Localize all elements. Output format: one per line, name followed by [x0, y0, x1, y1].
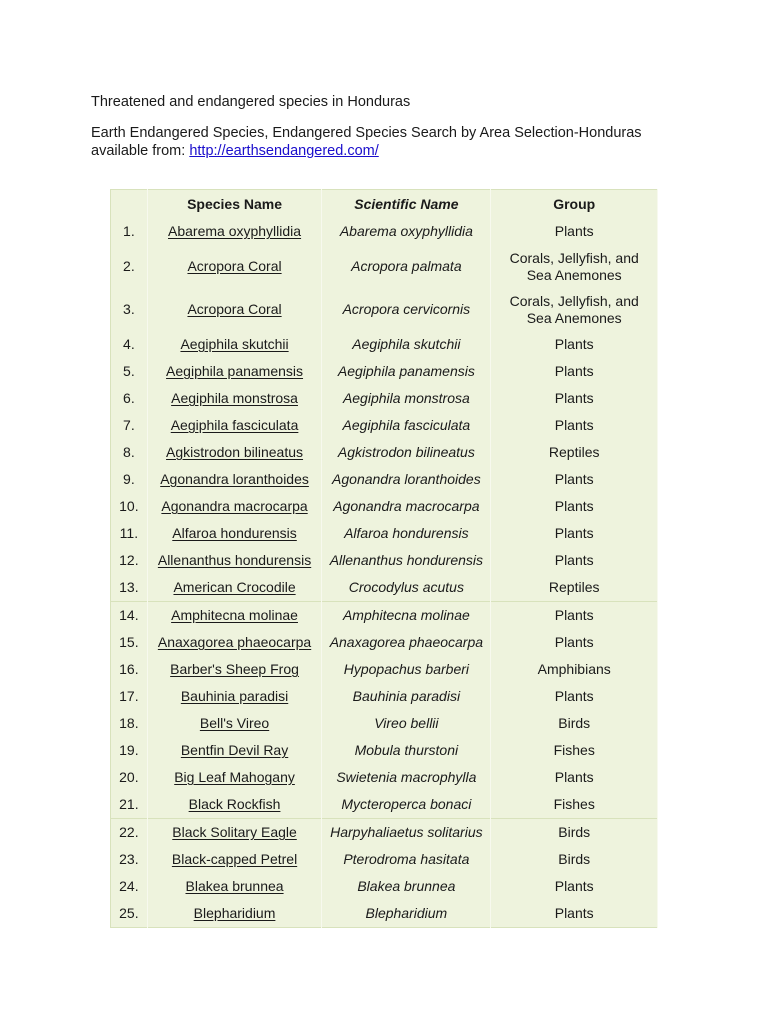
- row-number: 13.: [111, 574, 148, 602]
- species-table: [110, 189, 658, 928]
- row-number: 25.: [111, 900, 148, 928]
- table-row: [111, 656, 658, 683]
- group-cell: Birds: [491, 846, 658, 873]
- row-number: 24.: [111, 873, 148, 900]
- row-number: 21.: [111, 791, 148, 819]
- species-name-cell: [147, 358, 322, 385]
- table-row: [111, 710, 658, 737]
- table-row: [111, 358, 658, 385]
- group-cell: Plants: [491, 873, 658, 900]
- group-cell: Fishes: [491, 737, 658, 764]
- scientific-name-cell: Aegiphila monstrosa: [322, 385, 491, 412]
- species-name-cell: [147, 245, 322, 288]
- species-name-cell: [147, 288, 322, 331]
- species-name-link[interactable]: Black Solitary Eagle: [172, 824, 297, 840]
- table-row: [111, 900, 658, 928]
- group-cell: Plants: [491, 764, 658, 791]
- species-name-link[interactable]: Anaxagorea phaeocarpa: [157, 634, 312, 650]
- row-number: 7.: [111, 412, 148, 439]
- table-row: [111, 819, 658, 847]
- scientific-name-cell: Aegiphila skutchii: [322, 331, 491, 358]
- scientific-name-cell: Allenanthus hondurensis: [322, 547, 491, 574]
- scientific-name-cell: Swietenia macrophylla: [322, 764, 491, 791]
- species-name-cell: [147, 218, 322, 245]
- species-name-link[interactable]: Allenanthus hondurensis: [157, 552, 312, 568]
- scientific-name-cell: Acropora palmata: [322, 245, 491, 288]
- species-name-link[interactable]: Bell's Vireo: [199, 715, 270, 731]
- species-name-link[interactable]: Black-capped Petrel: [171, 851, 298, 867]
- species-name-link[interactable]: Big Leaf Mahogany: [174, 769, 295, 785]
- group-cell: Plants: [491, 520, 658, 547]
- species-name-cell: [147, 574, 322, 602]
- species-table-body: [111, 218, 658, 928]
- row-number: 2.: [111, 245, 148, 288]
- species-name-cell: [147, 764, 322, 791]
- table-row: [111, 683, 658, 710]
- table-row: [111, 412, 658, 439]
- group-cell: Corals, Jellyfish, and Sea Anemones: [491, 245, 658, 288]
- group-cell: Birds: [491, 819, 658, 847]
- row-number: 23.: [111, 846, 148, 873]
- species-name-link[interactable]: Black Rockfish: [188, 796, 281, 812]
- table-row: [111, 764, 658, 791]
- row-number: 19.: [111, 737, 148, 764]
- species-name-link[interactable]: Agonandra macrocarpa: [161, 498, 308, 514]
- scientific-name-cell: Blakea brunnea: [322, 873, 491, 900]
- scientific-name-cell: Mobula thurstoni: [322, 737, 491, 764]
- scientific-name-cell: Alfaroa hondurensis: [322, 520, 491, 547]
- species-name-link[interactable]: Agkistrodon bilineatus: [166, 444, 304, 460]
- row-number: 11.: [111, 520, 148, 547]
- species-name-cell: [147, 493, 322, 520]
- species-name-link[interactable]: Acropora Coral: [187, 301, 282, 317]
- group-cell: Amphibians: [491, 656, 658, 683]
- species-name-link[interactable]: Blakea brunnea: [185, 878, 284, 894]
- species-name-cell: [147, 466, 322, 493]
- species-name-cell: [147, 385, 322, 412]
- table-row: [111, 245, 658, 288]
- group-cell: Plants: [491, 493, 658, 520]
- table-row: [111, 439, 658, 466]
- group-cell: Plants: [491, 218, 658, 245]
- species-name-cell: [147, 331, 322, 358]
- group-cell: Plants: [491, 466, 658, 493]
- scientific-name-cell: Harpyhaliaetus solitarius: [322, 819, 491, 847]
- row-number: 9.: [111, 466, 148, 493]
- table-row: [111, 466, 658, 493]
- table-row: [111, 547, 658, 574]
- species-name-cell: [147, 900, 322, 928]
- table-row: [111, 791, 658, 819]
- row-number: 14.: [111, 602, 148, 630]
- table-row: [111, 574, 658, 602]
- row-number: 15.: [111, 629, 148, 656]
- table-row: [111, 602, 658, 630]
- species-name-link[interactable]: Bauhinia paradisi: [180, 688, 289, 704]
- species-name-cell: [147, 439, 322, 466]
- row-number: 3.: [111, 288, 148, 331]
- scientific-name-cell: Aegiphila panamensis: [322, 358, 491, 385]
- species-name-link[interactable]: Aegiphila fasciculata: [170, 417, 299, 433]
- scientific-name-cell: Bauhinia paradisi: [322, 683, 491, 710]
- row-number: 4.: [111, 331, 148, 358]
- header-scientific-name: Scientific Name: [322, 190, 491, 219]
- group-cell: Reptiles: [491, 439, 658, 466]
- row-number: 6.: [111, 385, 148, 412]
- species-name-cell: [147, 683, 322, 710]
- row-number: 5.: [111, 358, 148, 385]
- scientific-name-cell: Aegiphila fasciculata: [322, 412, 491, 439]
- scientific-name-cell: Mycteroperca bonaci: [322, 791, 491, 819]
- document-heading: Threatened and endangered species in Honduras: [91, 94, 411, 110]
- scientific-name-cell: Abarema oxyphyllidia: [322, 218, 491, 245]
- scientific-name-cell: Agonandra loranthoides: [322, 466, 491, 493]
- group-cell: Plants: [491, 547, 658, 574]
- species-name-cell: [147, 873, 322, 900]
- group-cell: Plants: [491, 385, 658, 412]
- table-row: [111, 331, 658, 358]
- table-row: [111, 846, 658, 873]
- source-prefix: available from:: [91, 143, 190, 159]
- group-cell: Birds: [491, 710, 658, 737]
- scientific-name-cell: Agkistrodon bilineatus: [322, 439, 491, 466]
- species-name-cell: [147, 819, 322, 847]
- row-number: 16.: [111, 656, 148, 683]
- group-cell: Plants: [491, 602, 658, 630]
- species-name-cell: [147, 547, 322, 574]
- species-name-link[interactable]: Barber's Sheep Frog: [170, 661, 299, 677]
- species-name-cell: [147, 629, 322, 656]
- group-cell: Fishes: [491, 791, 658, 819]
- scientific-name-cell: Agonandra macrocarpa: [322, 493, 491, 520]
- table-row: [111, 629, 658, 656]
- header-group: Group: [491, 190, 658, 219]
- header-species-name: Species Name: [147, 190, 322, 219]
- row-number: 18.: [111, 710, 148, 737]
- group-cell: Plants: [491, 412, 658, 439]
- group-cell: Reptiles: [491, 574, 658, 602]
- species-name-link[interactable]: Aegiphila skutchii: [180, 336, 289, 352]
- row-number: 8.: [111, 439, 148, 466]
- species-name-link[interactable]: Agonandra loranthoides: [160, 471, 309, 487]
- scientific-name-cell: Vireo bellii: [322, 710, 491, 737]
- scientific-name-cell: Crocodylus acutus: [322, 574, 491, 602]
- species-name-link[interactable]: Abarema oxyphyllidia: [168, 223, 302, 239]
- row-number: 12.: [111, 547, 148, 574]
- species-name-link[interactable]: Alfaroa hondurensis: [172, 525, 297, 541]
- species-name-link[interactable]: Acropora Coral: [187, 258, 282, 274]
- table-header-row: [111, 190, 658, 219]
- species-name-cell: [147, 710, 322, 737]
- species-name-link[interactable]: Blepharidium: [193, 905, 276, 921]
- scientific-name-cell: Amphitecna molinae: [322, 602, 491, 630]
- species-name-link[interactable]: Bentfin Devil Ray: [180, 742, 289, 758]
- group-cell: Plants: [491, 331, 658, 358]
- table-row: [111, 218, 658, 245]
- row-number: 22.: [111, 819, 148, 847]
- species-name-cell: [147, 737, 322, 764]
- species-name-link[interactable]: Aegiphila panamensis: [166, 363, 304, 379]
- species-name-cell: [147, 412, 322, 439]
- row-number: 10.: [111, 493, 148, 520]
- table-row: [111, 288, 658, 331]
- table-row: [111, 520, 658, 547]
- scientific-name-cell: Anaxagorea phaeocarpa: [322, 629, 491, 656]
- source-text: Earth Endangered Species, Endangered Species Search by Area Selection-Honduras: [91, 125, 642, 141]
- source-citation: [91, 124, 711, 160]
- header-number: [111, 190, 148, 219]
- source-link[interactable]: http://earthsendangered.com/: [189, 143, 379, 159]
- group-cell: Corals, Jellyfish, and Sea Anemones: [491, 288, 658, 331]
- species-name-cell: [147, 656, 322, 683]
- species-name-link[interactable]: Aegiphila monstrosa: [171, 390, 298, 406]
- scientific-name-cell: Blepharidium: [322, 900, 491, 928]
- row-number: 1.: [111, 218, 148, 245]
- scientific-name-cell: Hypopachus barberi: [322, 656, 491, 683]
- species-name-link[interactable]: American Crocodile: [173, 579, 296, 595]
- species-name-cell: [147, 791, 322, 819]
- group-cell: Plants: [491, 900, 658, 928]
- species-name-cell: [147, 602, 322, 630]
- table-row: [111, 737, 658, 764]
- group-cell: Plants: [491, 358, 658, 385]
- scientific-name-cell: Acropora cervicornis: [322, 288, 491, 331]
- table-row: [111, 385, 658, 412]
- species-name-cell: [147, 520, 322, 547]
- row-number: 17.: [111, 683, 148, 710]
- species-name-link[interactable]: Amphitecna molinae: [171, 607, 298, 623]
- row-number: 20.: [111, 764, 148, 791]
- species-name-cell: [147, 846, 322, 873]
- table-row: [111, 873, 658, 900]
- group-cell: Plants: [491, 629, 658, 656]
- table-row: [111, 493, 658, 520]
- scientific-name-cell: Pterodroma hasitata: [322, 846, 491, 873]
- group-cell: Plants: [491, 683, 658, 710]
